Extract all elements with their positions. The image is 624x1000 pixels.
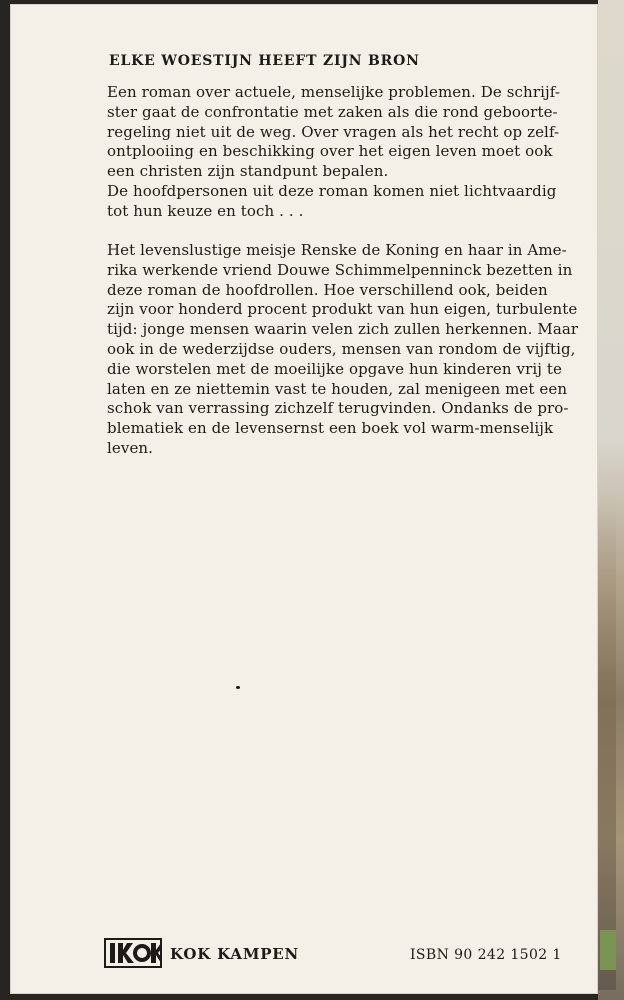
blurb-line: laten en ze niettemin vast te houden, zal menigeen met een <box>107 379 568 398</box>
kok-logo-icon <box>104 938 162 968</box>
blurb-line: Het levenslustige meisje Renske de Koning en haar in Ame- <box>107 241 567 259</box>
blurb-line: tot hun keuze en toch . . . <box>107 201 304 220</box>
blurb-line: zijn voor honderd procent produkt van hun eigen, turbulente <box>107 300 578 319</box>
blurb-line: een christen zijn standpunt bepalen. <box>107 162 389 181</box>
publisher-name: KOK KAMPEN <box>170 945 300 963</box>
blurb-line: De hoofdpersonen uit deze roman komen niet lichtvaardig <box>107 181 557 200</box>
blurb-line: Een roman over actuele, menselijke problemen. De schrijf- <box>107 83 561 101</box>
blurb-line: schok van verrassing zichzelf terugvinden. Ondanks de pro- <box>107 399 569 418</box>
print-speck <box>236 686 240 689</box>
blurb-line: regeling niet uit de weg. Over vragen als het recht op zelf- <box>107 122 560 141</box>
blurb-line: leven. <box>107 438 154 457</box>
blurb-line: deze roman de hoofdrollen. Hoe verschillend ook, beiden <box>107 280 548 299</box>
front-cover-edge <box>598 0 624 1000</box>
isbn-number: ISBN 90 242 1502 1 <box>410 947 562 963</box>
blurb-line: ster gaat de confrontatie met zaken als die rond geboorte- <box>107 102 558 121</box>
blurb-line: tijd: jonge mensen waarin velen zich zullen herkennen. Maar <box>107 320 579 339</box>
blurb-paragraph-1 <box>107 83 561 222</box>
blurb-paragraph-2 <box>107 241 579 459</box>
blurb-line: ontplooiing en beschikking over het eigen leven moet ook <box>107 142 553 161</box>
blurb-line: ook in de wederzijdse ouders, mensen van rondom de vijftig, <box>107 339 576 358</box>
blurb-line: die worstelen met de moeilijke opgave hun kinderen vrij te <box>107 359 562 378</box>
blurb-line: blematiek en de levensernst een boek vol warm-menselijk <box>107 419 554 438</box>
book-title: ELKE WOESTIJN HEEFT ZIJN BRON <box>109 53 420 69</box>
back-cover <box>10 4 598 994</box>
blurb-line: rika werkende vriend Douwe Schimmelpenninck bezetten in <box>107 260 573 279</box>
